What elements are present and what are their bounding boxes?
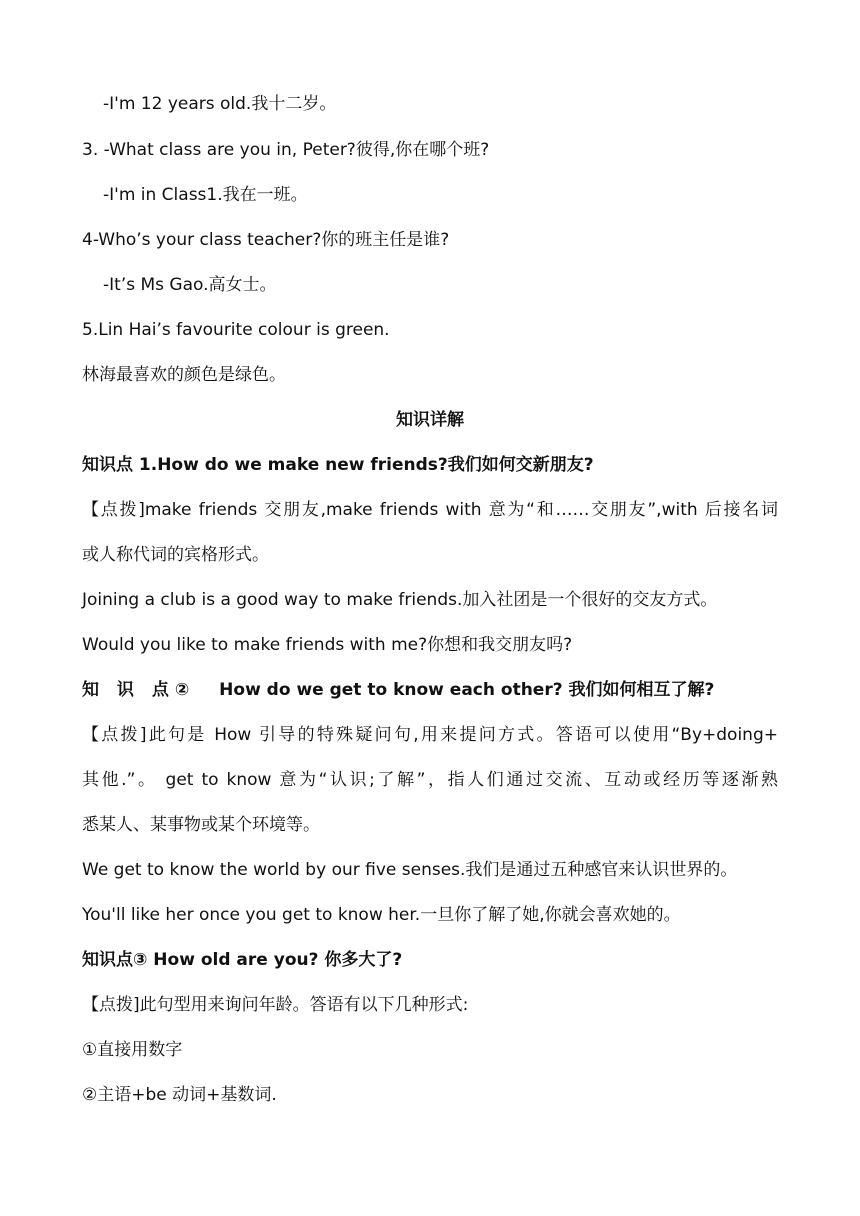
section-title: 知识详解	[396, 410, 464, 430]
question-3: 3. -What class are you in, Peter?彼得,你在哪个班?	[82, 140, 490, 160]
question-4: 4-Who’s your class teacher?你的班主任是谁?	[82, 230, 450, 250]
point1-heading: 知识点 1.How do we make new friends?我们如何交新朋友?	[82, 455, 594, 475]
sentence-5: 5.Lin Hai’s favourite colour is green.	[82, 320, 390, 340]
point2-tip-line3: 悉某人、某事物或某个环境等。	[82, 815, 320, 835]
answer-line-age: -I'm 12 years old.我十二岁。	[103, 94, 337, 114]
point1-example2: Would you like to make friends with me?你想和我交朋友吗?	[82, 635, 573, 655]
point3-item2: ②主语+be 动词+基数词.	[82, 1085, 277, 1105]
point1-example1: Joining a club is a good way to make friends.加入社团是一个很好的交友方式。	[82, 590, 718, 610]
point2-heading-label: 知 识 点②	[82, 680, 196, 700]
point2-example2: You'll like her once you get to know her.一旦你了解了她,你就会喜欢她的。	[82, 905, 681, 925]
answer-line-class: -I'm in Class1.我在一班。	[103, 185, 308, 205]
point3-heading: 知识点③ How old are you? 你多大了?	[82, 950, 403, 970]
answer-line-teacher: -It’s Ms Gao.高女士。	[103, 275, 277, 295]
point3-tip: 【点拨]此句型用来询问年龄。答语有以下几种形式:	[82, 995, 469, 1015]
point2-heading	[82, 678, 782, 702]
point3-item1: ①直接用数字	[82, 1040, 183, 1060]
sentence-5-translation: 林海最喜欢的颜色是绿色。	[82, 365, 286, 385]
point2-tip-line1: 【点拨]此句是 How 引导的特殊疑问句,用来提问方式。答语可以使用“By+doing+	[82, 725, 778, 745]
point1-tip-line1: 【点拨]make friends 交朋友,make friends with 意为“和……交朋友”,with 后接名词	[82, 500, 778, 520]
point2-tip-line2: 其他.”。 get to know 意为“认识;了解”，指人们通过交流、互动或经历等逐渐熟	[82, 770, 778, 790]
point2-example1: We get to know the world by our five senses.我们是通过五种感官来认识世界的。	[82, 860, 738, 880]
point2-heading-text: How do we get to know each other? 我们如何相互了解?	[219, 680, 715, 700]
point1-tip-line2: 或人称代词的宾格形式。	[82, 545, 269, 565]
